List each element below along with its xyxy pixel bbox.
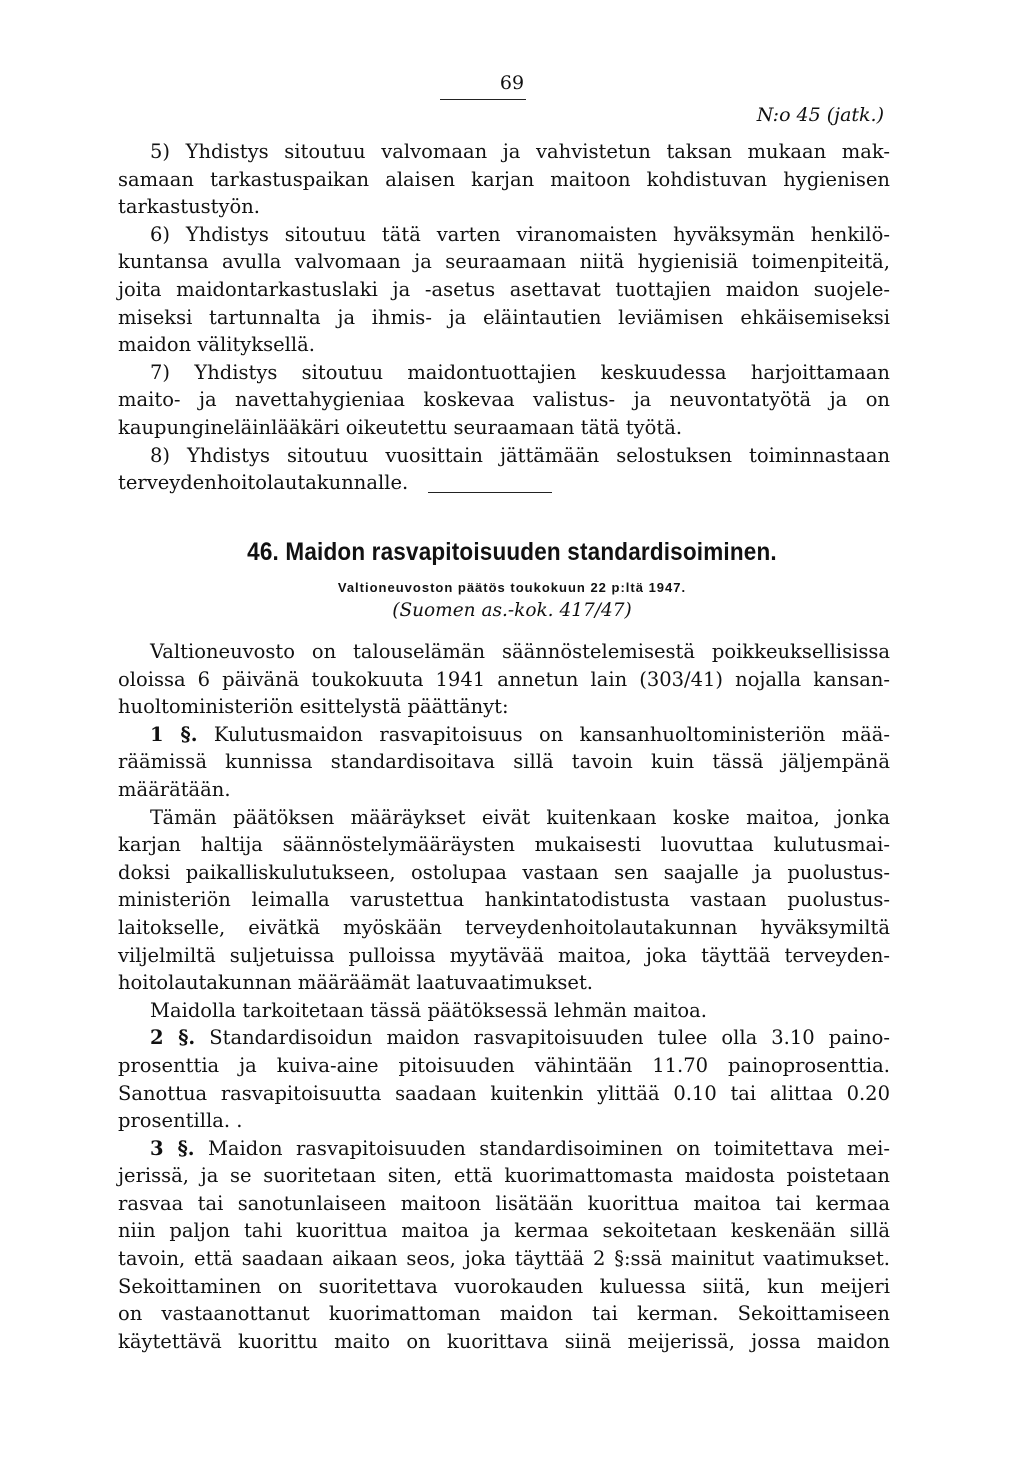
line-text: doksi paikalliskulutukseen, ostolupaa vastaan sen saajalle ja puolustus-	[118, 860, 890, 884]
line-text: samaan tarkastuspaikan alaisen karjan maitoon kohdistuvan hygienisen	[118, 167, 890, 191]
line-text: 5) Yhdistys sitoutuu valvomaan ja vahvistetun taksan mukaan mak-	[150, 140, 890, 163]
text-line	[118, 1162, 890, 1190]
text-line	[118, 1328, 890, 1356]
section-number: 1 §.	[150, 722, 198, 746]
text-line	[118, 666, 890, 694]
line-text: terveydenhoitolautakunnalle.	[118, 471, 409, 495]
line-text: maito- ja navettahygieniaa koskevaa valistus- ja neuvontatyötä ja on	[118, 388, 890, 412]
text-line	[118, 1107, 890, 1135]
line-text: Tämän päätöksen määräykset eivät kuitenkaan koske maitoa, jonka	[150, 805, 890, 829]
text-line	[118, 414, 890, 442]
text-line	[118, 1245, 890, 1273]
line-text: 6) Yhdistys sitoutuu tätä varten viranomaisten hyväksymän henkilö-	[150, 222, 890, 246]
text-line	[118, 359, 890, 387]
text-line	[118, 942, 890, 970]
line-text: Maidolla tarkoitetaan tässä päätöksessä lehmän maitoa.	[150, 998, 707, 1022]
body-text	[118, 638, 890, 1355]
text-line	[118, 804, 890, 832]
text-line	[118, 1135, 890, 1163]
text-line	[118, 721, 890, 749]
continuation-label: N:o 45 (jatk.)	[756, 104, 884, 126]
text-line	[118, 1217, 890, 1245]
section-heading: 46. Maidon rasvapitoisuuden standardisoiminen.	[247, 538, 777, 566]
line-text: prosentilla. .	[118, 1109, 243, 1133]
text-line	[118, 1052, 890, 1080]
text-line	[118, 748, 890, 776]
text-line	[118, 1190, 890, 1218]
text-line	[118, 1080, 890, 1108]
text-line	[118, 221, 890, 249]
line-text: räämissä kunnissa standardisoitava sillä tavoin kuin tässä jäljempänä	[118, 750, 890, 774]
line-text: prosenttia ja kuiva-aine pitoisuuden vähintään 11.70 painoprosenttia.	[118, 1053, 890, 1077]
section-number: 3 §.	[150, 1136, 195, 1160]
text-line	[118, 776, 890, 804]
text-line	[118, 248, 890, 276]
line-text: karjan haltija säännöstelymääräysten mukaisesti luovuttaa kulutusmai-	[118, 833, 890, 857]
text-line	[118, 386, 890, 414]
line-text: Standardisoidun maidon rasvapitoisuuden tulee olla 3.10 paino-	[195, 1026, 890, 1050]
line-text: Sanottua rasvapitoisuutta saadaan kuitenkin ylittää 0.10 tai alittaa 0.20	[118, 1081, 890, 1105]
line-text: oloissa 6 päivänä toukokuuta 1941 annetun lain (303/41) nojalla kansan-	[118, 667, 890, 691]
text-line	[118, 166, 890, 194]
line-text: tarkastustyön.	[118, 195, 260, 219]
section-divider	[428, 492, 552, 493]
text-line	[118, 1300, 890, 1328]
line-text: viljelmiltä suljetuissa pulloissa myytävää maitoa, joka täyttää terveyden-	[118, 943, 890, 967]
decision-subheading: Valtioneuvoston päätös toukokuun 22 p:ltä 1947.	[337, 580, 687, 595]
line-text: käytettävä kuorittu maito on kuorittava siinä meijerissä, jossa maidon	[118, 1329, 890, 1353]
line-text: rasvaa tai sanotunlaiseen maitoon lisätään kuorittua maitoa tai kermaa	[118, 1191, 890, 1215]
line-text: Sekoittaminen on suoritettava vuorokauden kuluessa siitä, kun meijeri	[118, 1274, 890, 1298]
section-number: 2 §.	[150, 1026, 196, 1050]
line-text: tavoin, että saadaan aikaan seos, joka täyttää 2 §:ssä mainitut vaatimukset.	[118, 1247, 890, 1271]
line-text: kaupungineläinlääkäri oikeutettu seuraamaan tätä työtä.	[118, 415, 683, 439]
text-line	[118, 304, 890, 332]
text-line	[118, 442, 890, 470]
text-line	[118, 1024, 890, 1052]
line-text: joita maidontarkastuslaki ja -asetus asettavat tuottajien maidon suojele-	[118, 277, 890, 301]
line-text: 8) Yhdistys sitoutuu vuosittain jättämään selostuksen toiminnastaan	[150, 443, 890, 467]
text-line	[118, 914, 890, 942]
text-line	[118, 276, 890, 304]
text-line	[118, 886, 890, 914]
top-section-text	[118, 138, 890, 497]
line-text: laitokselle, eivätkä myöskään terveydenhoitolautakunnan hyväksymiltä	[118, 915, 890, 939]
line-text: miseksi tartunnalta ja ihmis- ja eläintautien leviämisen ehkäisemiseksi	[118, 305, 890, 329]
line-text: ministeriön leimalla varustettua hankintatodistusta vastaan puolustus-	[118, 888, 890, 912]
line-text: 7) Yhdistys sitoutuu maidontuottajien keskuudessa harjoittamaan	[150, 360, 890, 384]
line-text: kuntansa avulla valvomaan ja seuraamaan niitä hygienisiä toimenpiteitä,	[118, 250, 890, 274]
line-text: maidon välityksellä.	[118, 333, 315, 357]
text-line	[118, 831, 890, 859]
text-line	[118, 859, 890, 887]
page-number: 69	[499, 72, 525, 94]
line-text: hoitolautakunnan määräämät laatuvaatimukset.	[118, 971, 594, 995]
line-text: on vastaanottanut kuorimattoman maidon tai kerman. Sekoittamiseen	[118, 1302, 890, 1326]
line-text: huoltoministeriön esittelystä päättänyt:	[118, 695, 509, 719]
line-text: niin paljon tahi kuorittua maitoa ja kermaa sekoitetaan keskenään sillä	[118, 1219, 890, 1243]
text-line	[118, 638, 890, 666]
line-text: Kulutusmaidon rasvapitoisuus on kansanhuoltoministeriön mää-	[197, 722, 890, 746]
text-line	[118, 693, 890, 721]
statute-reference: (Suomen as.-kok. 417/47)	[392, 600, 632, 621]
page-number-rule	[440, 99, 526, 100]
line-text: määrätään.	[118, 777, 231, 801]
text-line	[118, 969, 890, 997]
text-line	[118, 138, 890, 166]
line-text: Maidon rasvapitoisuuden standardisoiminen on toimitettava mei-	[194, 1136, 891, 1160]
line-text: jerissä, ja se suoritetaan siten, että kuorimattomasta maidosta poistetaan	[118, 1164, 890, 1188]
text-line	[118, 997, 890, 1025]
text-line	[118, 331, 890, 359]
line-text: Valtioneuvosto on talouselämän säännöstelemisestä poikkeuksellisissa	[150, 640, 890, 663]
text-line	[118, 193, 890, 221]
text-line	[118, 1273, 890, 1301]
